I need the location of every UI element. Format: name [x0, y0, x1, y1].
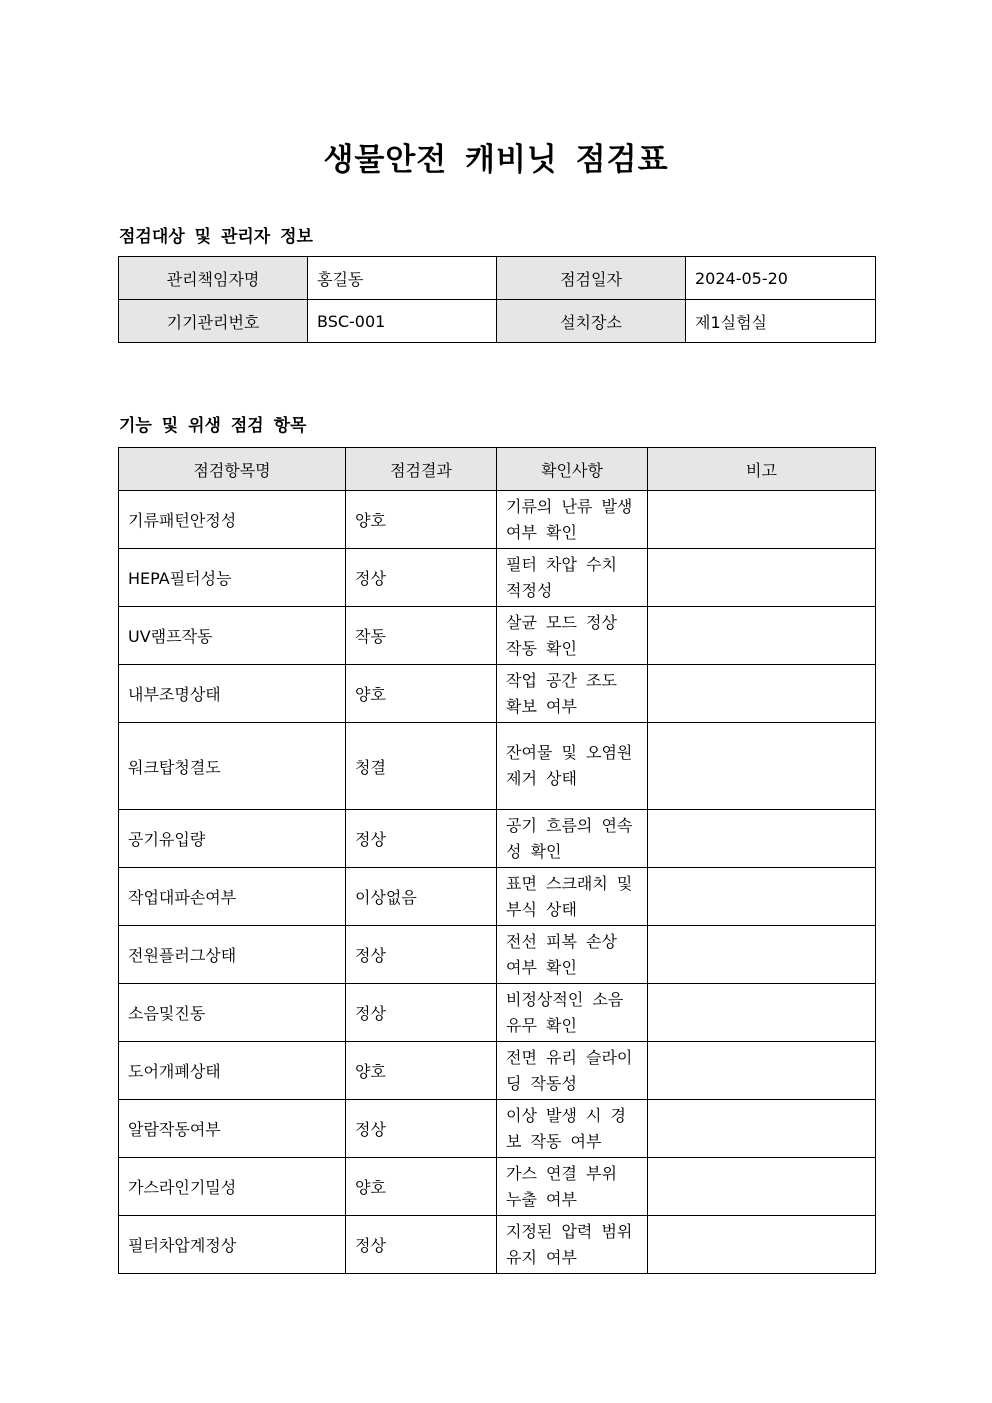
confirm-cell: 표면 스크래치 및 부식 상태: [497, 868, 648, 926]
table-row: [119, 723, 876, 810]
device-id-value: BSC-001: [308, 300, 497, 343]
note-cell: [648, 1100, 876, 1158]
location-value: 제1실험실: [686, 300, 876, 343]
table-row: [119, 665, 876, 723]
item-name-cell: 전원플러그상태: [119, 926, 346, 984]
manager-info-table: [118, 256, 876, 343]
result-cell: 양호: [346, 1158, 497, 1216]
column-header-result: 점검결과: [346, 448, 497, 491]
note-cell: [648, 1042, 876, 1100]
note-cell: [648, 665, 876, 723]
table-row: [119, 1216, 876, 1274]
check-section-heading: 기능 및 위생 점검 항목: [119, 416, 307, 436]
item-name-cell: 워크탑청결도: [119, 723, 346, 810]
confirm-cell: 기류의 난류 발생 여부 확인: [497, 491, 648, 549]
result-cell: 정상: [346, 1216, 497, 1274]
table-row: [119, 607, 876, 665]
result-cell: 정상: [346, 1100, 497, 1158]
location-label: 설치장소: [497, 300, 686, 343]
item-name-cell: 공기유입량: [119, 810, 346, 868]
note-cell: [648, 868, 876, 926]
info-row: [119, 300, 876, 343]
confirm-cell: 필터 차압 수치 적정성: [497, 549, 648, 607]
table-row: [119, 868, 876, 926]
note-cell: [648, 723, 876, 810]
manager-name-label: 관리책임자명: [119, 257, 308, 300]
info-row: [119, 257, 876, 300]
item-name-cell: UV램프작동: [119, 607, 346, 665]
result-cell: 정상: [346, 810, 497, 868]
column-header-item: 점검항목명: [119, 448, 346, 491]
item-name-cell: 작업대파손여부: [119, 868, 346, 926]
inspection-date-value: 2024-05-20: [686, 257, 876, 300]
confirm-cell: 살균 모드 정상 작동 확인: [497, 607, 648, 665]
confirm-cell: 가스 연결 부위 누출 여부: [497, 1158, 648, 1216]
document-title: 생물안전 캐비닛 점검표: [323, 142, 669, 178]
item-name-cell: 내부조명상태: [119, 665, 346, 723]
confirm-cell: 작업 공간 조도 확보 여부: [497, 665, 648, 723]
result-cell: 정상: [346, 549, 497, 607]
result-cell: 양호: [346, 491, 497, 549]
note-cell: [648, 607, 876, 665]
result-cell: 양호: [346, 665, 497, 723]
confirm-cell: 공기 흐름의 연속성 확인: [497, 810, 648, 868]
inspection-date-label: 점검일자: [497, 257, 686, 300]
table-row: [119, 810, 876, 868]
confirm-cell: 잔여물 및 오염원 제거 상태: [497, 723, 648, 810]
note-cell: [648, 1158, 876, 1216]
manager-name-value: 홍길동: [308, 257, 497, 300]
item-name-cell: 필터차압계정상: [119, 1216, 346, 1274]
confirm-cell: 지정된 압력 범위 유지 여부: [497, 1216, 648, 1274]
inspection-items-table: [118, 447, 876, 1274]
table-row: [119, 1042, 876, 1100]
table-row: [119, 1158, 876, 1216]
result-cell: 정상: [346, 926, 497, 984]
table-row: [119, 491, 876, 549]
result-cell: 작동: [346, 607, 497, 665]
result-cell: 정상: [346, 984, 497, 1042]
item-name-cell: HEPA필터성능: [119, 549, 346, 607]
column-header-confirm: 확인사항: [497, 448, 648, 491]
item-name-cell: 알람작동여부: [119, 1100, 346, 1158]
confirm-cell: 전선 피복 손상 여부 확인: [497, 926, 648, 984]
note-cell: [648, 984, 876, 1042]
result-cell: 양호: [346, 1042, 497, 1100]
confirm-cell: 전면 유리 슬라이딩 작동성: [497, 1042, 648, 1100]
column-header-note: 비고: [648, 448, 876, 491]
item-name-cell: 소음및진동: [119, 984, 346, 1042]
result-cell: 이상없음: [346, 868, 497, 926]
confirm-cell: 이상 발생 시 경보 작동 여부: [497, 1100, 648, 1158]
result-cell: 청결: [346, 723, 497, 810]
item-name-cell: 기류패턴안정성: [119, 491, 346, 549]
note-cell: [648, 810, 876, 868]
table-header-row: [119, 448, 876, 491]
table-row: [119, 926, 876, 984]
device-id-label: 기기관리번호: [119, 300, 308, 343]
note-cell: [648, 549, 876, 607]
table-row: [119, 984, 876, 1042]
table-row: [119, 1100, 876, 1158]
note-cell: [648, 1216, 876, 1274]
note-cell: [648, 926, 876, 984]
info-section-heading: 점검대상 및 관리자 정보: [119, 227, 313, 247]
item-name-cell: 도어개폐상태: [119, 1042, 346, 1100]
note-cell: [648, 491, 876, 549]
table-row: [119, 549, 876, 607]
item-name-cell: 가스라인기밀성: [119, 1158, 346, 1216]
confirm-cell: 비정상적인 소음 유무 확인: [497, 984, 648, 1042]
